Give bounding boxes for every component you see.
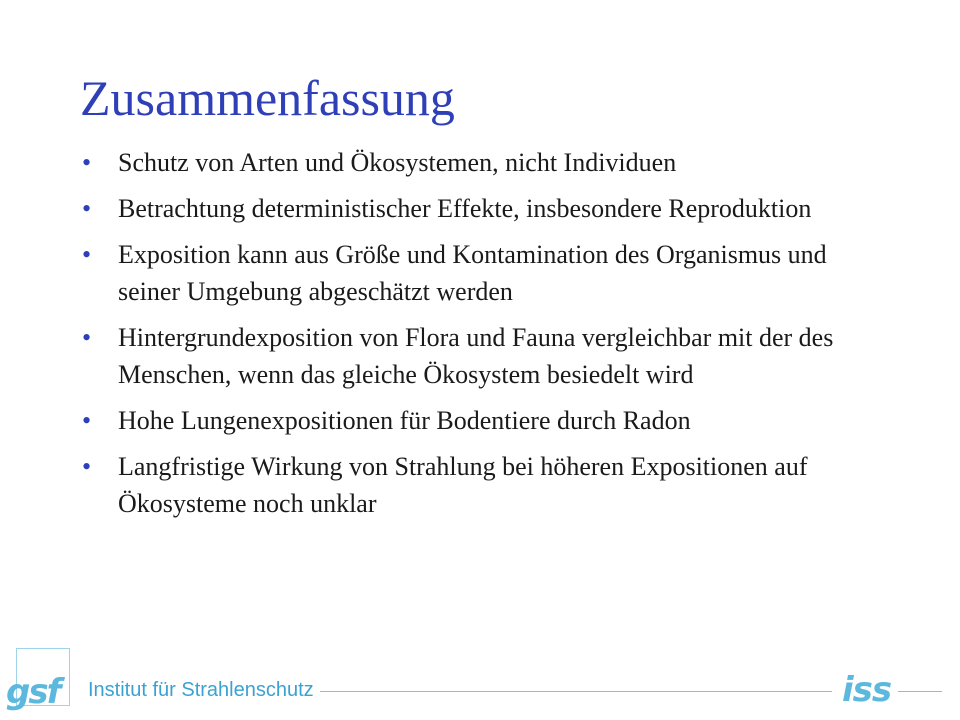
bullet-item xyxy=(82,448,872,522)
gsf-logo: gsf xyxy=(6,672,60,712)
institute-name: Institut für Strahlenschutz xyxy=(88,679,314,701)
bullet-icon: • xyxy=(82,452,92,481)
iss-logo: iss xyxy=(842,670,892,710)
bullet-list xyxy=(82,144,872,531)
bullet-item xyxy=(82,190,872,227)
bullet-icon: • xyxy=(82,406,92,435)
bullet-icon: • xyxy=(82,323,92,352)
bullet-icon: • xyxy=(82,240,92,269)
slide-title: Zusammenfassung xyxy=(80,70,455,126)
bullet-icon: • xyxy=(82,148,92,177)
footer-divider-right xyxy=(898,691,942,692)
slide-footer xyxy=(0,640,960,720)
footer-divider-left xyxy=(320,691,832,692)
bullet-text: Exposition kann aus Größe und Kontamination des Organismus und seiner Umgebung abgeschätzt werden xyxy=(118,240,827,306)
bullet-text: Hintergrundexposition von Flora und Fauna vergleichbar mit der des Menschen, wenn das gleiche Ökosystem besiedelt wird xyxy=(118,323,834,389)
bullet-item xyxy=(82,402,872,439)
bullet-item xyxy=(82,144,872,181)
bullet-item xyxy=(82,319,872,393)
bullet-text: Hohe Lungenexpositionen für Bodentiere durch Radon xyxy=(118,406,691,435)
bullet-text: Langfristige Wirkung von Strahlung bei höheren Expositionen auf Ökosysteme noch unklar xyxy=(118,452,808,518)
bullet-icon: • xyxy=(82,194,92,223)
bullet-item xyxy=(82,236,872,310)
bullet-text: Betrachtung deterministischer Effekte, insbesondere Reproduktion xyxy=(118,194,812,223)
bullet-text: Schutz von Arten und Ökosystemen, nicht Individuen xyxy=(118,148,677,177)
